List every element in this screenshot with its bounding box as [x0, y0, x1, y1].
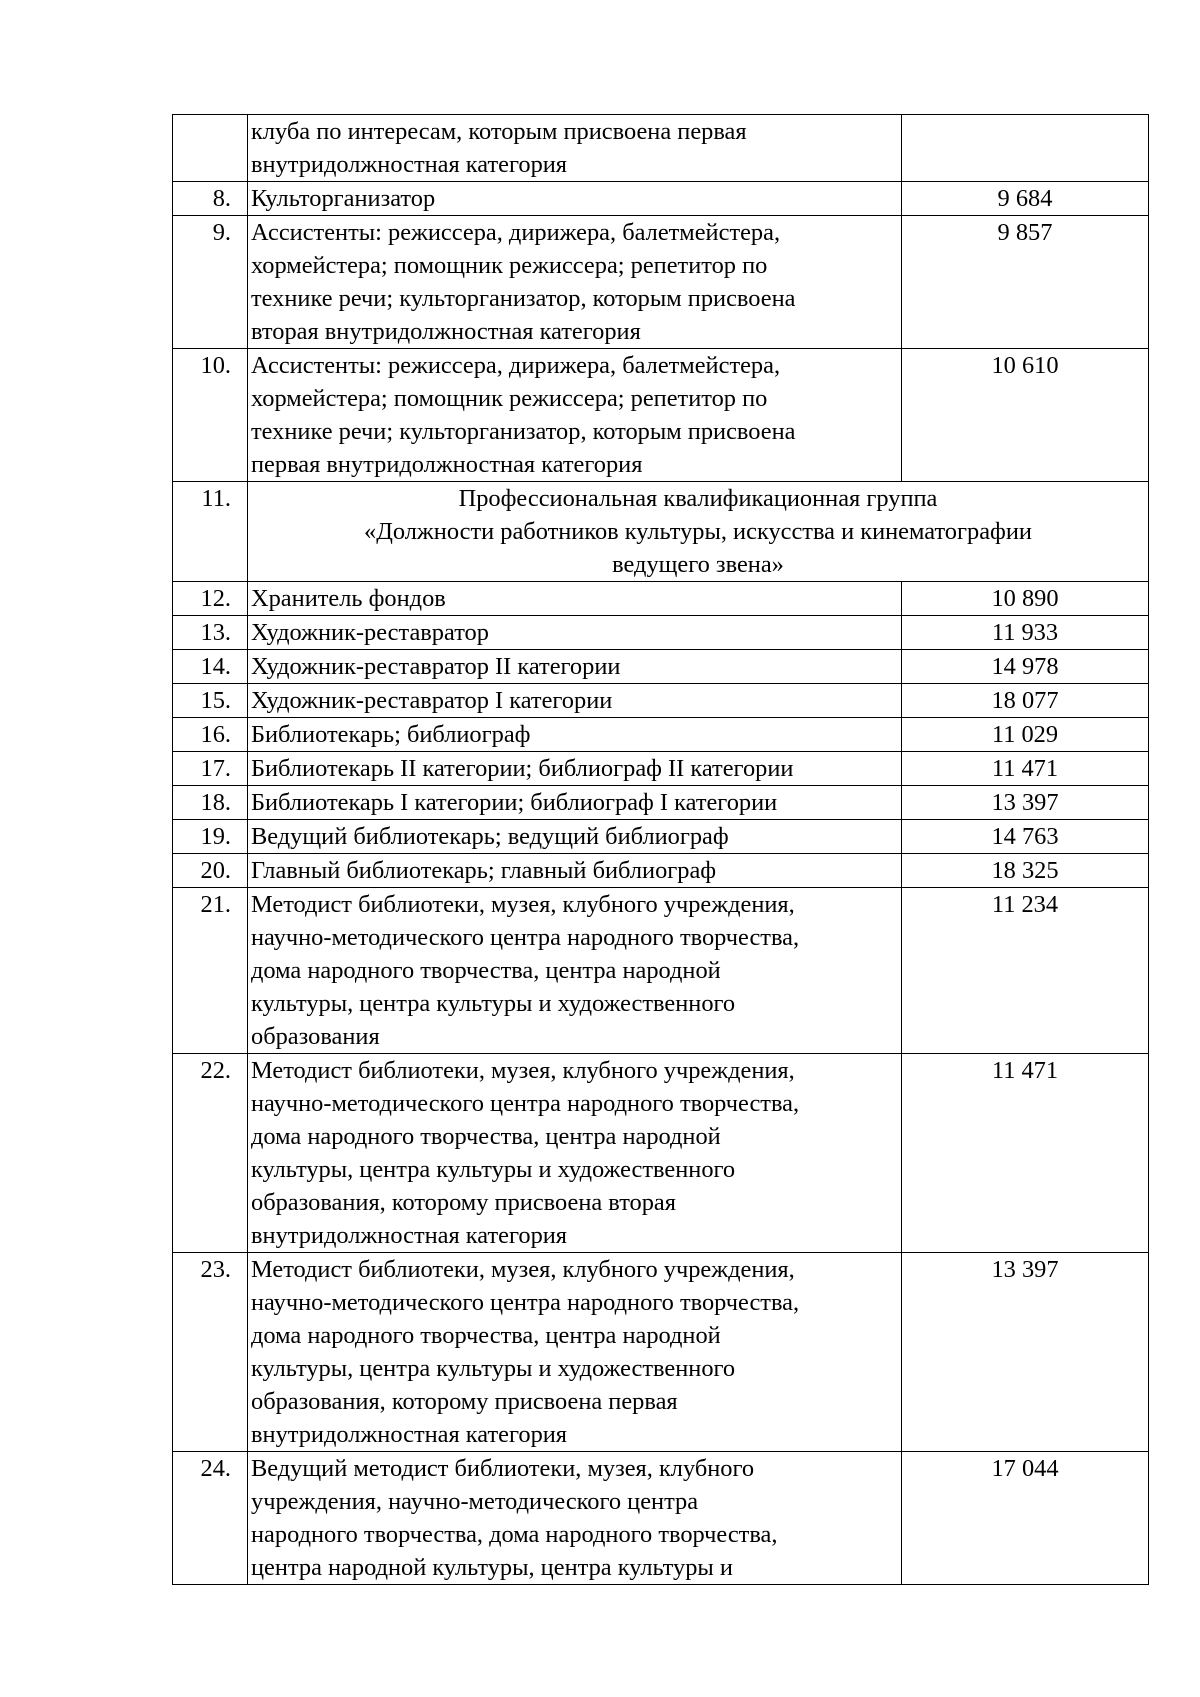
salary-value: 10 890	[902, 582, 1149, 616]
position-name	[248, 752, 902, 786]
text-line: Культорганизатор	[251, 185, 436, 212]
text-line: клуба по интересам, которым присвоена первая	[251, 118, 747, 145]
text-line: образования, которому присвоена первая	[251, 1388, 678, 1415]
table-row	[173, 1452, 1149, 1585]
table-row	[173, 616, 1149, 650]
salary-value: 11 471	[902, 1054, 1149, 1253]
position-name	[248, 115, 902, 182]
salary-value: 14 978	[902, 650, 1149, 684]
row-number: 9.	[173, 216, 248, 349]
salary-value: 13 397	[902, 786, 1149, 820]
row-number: 17.	[173, 752, 248, 786]
table-row	[173, 684, 1149, 718]
text-line: хормейстера; помощник режиссера; репетитор по	[251, 252, 768, 279]
table-row	[173, 115, 1149, 182]
row-number: 21.	[173, 888, 248, 1054]
text-line: Ассистенты: режиссера, дирижера, балетмейстера,	[251, 352, 781, 379]
row-number: 12.	[173, 582, 248, 616]
salary-value: 9 857	[902, 216, 1149, 349]
table-row	[173, 216, 1149, 349]
position-name	[248, 1253, 902, 1452]
row-number: 19.	[173, 820, 248, 854]
table-row	[173, 786, 1149, 820]
table-row	[173, 650, 1149, 684]
row-number: 10.	[173, 349, 248, 482]
salary-table	[172, 114, 1149, 1585]
text-line: Ведущий методист библиотеки, музея, клубного	[251, 1455, 755, 1482]
table-row	[173, 1253, 1149, 1452]
text-line: Методист библиотеки, музея, клубного учреждения,	[251, 1256, 795, 1283]
row-number: 20.	[173, 854, 248, 888]
salary-value: 9 684	[902, 182, 1149, 216]
text-line: технике речи; культорганизатор, которым присвоена	[251, 285, 796, 312]
row-number	[173, 115, 248, 182]
table-row	[173, 854, 1149, 888]
text-line: Библиотекарь II категории; библиограф II категории	[251, 755, 794, 782]
table-row	[173, 349, 1149, 482]
position-name	[248, 616, 902, 650]
text-line: Главный библиотекарь; главный библиограф	[251, 857, 717, 884]
text-line: научно-методического центра народного творчества,	[251, 1289, 800, 1316]
position-name	[248, 650, 902, 684]
text-line: народного творчества, дома народного творчества,	[251, 1521, 778, 1548]
text-line: хормейстера; помощник режиссера; репетитор по	[251, 385, 768, 412]
row-number: 13.	[173, 616, 248, 650]
salary-value	[902, 115, 1149, 182]
text-line: Художник-реставратор	[251, 619, 489, 646]
text-line: научно-методического центра народного творчества,	[251, 924, 800, 951]
group-title	[248, 482, 1149, 582]
text-line: образования, которому присвоена вторая	[251, 1189, 676, 1216]
position-name	[248, 1452, 902, 1585]
salary-value: 17 044	[902, 1452, 1149, 1585]
group-header-row	[173, 482, 1149, 582]
position-name	[248, 854, 902, 888]
table-row	[173, 820, 1149, 854]
text-line: культуры, центра культуры и художественного	[251, 990, 736, 1017]
text-line: «Должности работников культуры, искусства и кинематографии	[364, 518, 1032, 545]
table-row	[173, 718, 1149, 752]
text-line: дома народного творчества, центра народной	[251, 957, 721, 984]
position-name	[248, 216, 902, 349]
text-line: Ведущий библиотекарь; ведущий библиограф	[251, 823, 729, 850]
text-line: Художник-реставратор I категории	[251, 687, 613, 714]
text-line: культуры, центра культуры и художественного	[251, 1156, 736, 1183]
text-line: центра народной культуры, центра культуры и	[251, 1554, 733, 1581]
row-number: 15.	[173, 684, 248, 718]
text-line: ведущего звена»	[612, 551, 784, 578]
text-line: Хранитель фондов	[251, 585, 446, 612]
table-row	[173, 182, 1149, 216]
text-line: Библиотекарь I категории; библиограф I категории	[251, 789, 778, 816]
row-number: 23.	[173, 1253, 248, 1452]
position-name	[248, 718, 902, 752]
text-line: внутридолжностная категория	[251, 1222, 568, 1249]
salary-value: 10 610	[902, 349, 1149, 482]
text-line: технике речи; культорганизатор, которым присвоена	[251, 418, 796, 445]
table-row	[173, 582, 1149, 616]
salary-table-body	[173, 115, 1149, 1585]
salary-value: 18 077	[902, 684, 1149, 718]
text-line: дома народного творчества, центра народной	[251, 1123, 721, 1150]
text-line: культуры, центра культуры и художественного	[251, 1355, 736, 1382]
text-line: Методист библиотеки, музея, клубного учреждения,	[251, 891, 795, 918]
text-line: Библиотекарь; библиограф	[251, 721, 531, 748]
table-row	[173, 888, 1149, 1054]
row-number: 22.	[173, 1054, 248, 1253]
salary-value: 11 029	[902, 718, 1149, 752]
position-name	[248, 888, 902, 1054]
row-number: 8.	[173, 182, 248, 216]
salary-value: 11 234	[902, 888, 1149, 1054]
text-line: внутридолжностная категория	[251, 151, 568, 178]
salary-value: 13 397	[902, 1253, 1149, 1452]
text-line: образования	[251, 1023, 380, 1050]
text-line: внутридолжностная категория	[251, 1421, 568, 1448]
position-name	[248, 349, 902, 482]
row-number: 14.	[173, 650, 248, 684]
text-line: вторая внутридолжностная категория	[251, 318, 641, 345]
text-line: первая внутридолжностная категория	[251, 451, 643, 478]
row-number: 11.	[173, 482, 248, 582]
text-line: Профессиональная квалификационная группа	[458, 485, 938, 512]
text-line: Методист библиотеки, музея, клубного учреждения,	[251, 1057, 795, 1084]
text-line: научно-методического центра народного творчества,	[251, 1090, 800, 1117]
text-line: дома народного творчества, центра народной	[251, 1322, 721, 1349]
row-number: 18.	[173, 786, 248, 820]
table-row	[173, 752, 1149, 786]
text-line: Художник-реставратор II категории	[251, 653, 621, 680]
salary-value: 11 471	[902, 752, 1149, 786]
salary-value: 11 933	[902, 616, 1149, 650]
salary-value: 14 763	[902, 820, 1149, 854]
position-name	[248, 820, 902, 854]
position-name	[248, 684, 902, 718]
row-number: 24.	[173, 1452, 248, 1585]
position-name	[248, 582, 902, 616]
position-name	[248, 786, 902, 820]
row-number: 16.	[173, 718, 248, 752]
table-row	[173, 1054, 1149, 1253]
position-name	[248, 1054, 902, 1253]
text-line: Ассистенты: режиссера, дирижера, балетмейстера,	[251, 219, 781, 246]
salary-value: 18 325	[902, 854, 1149, 888]
text-line: учреждения, научно-методического центра	[251, 1488, 699, 1515]
position-name	[248, 182, 902, 216]
